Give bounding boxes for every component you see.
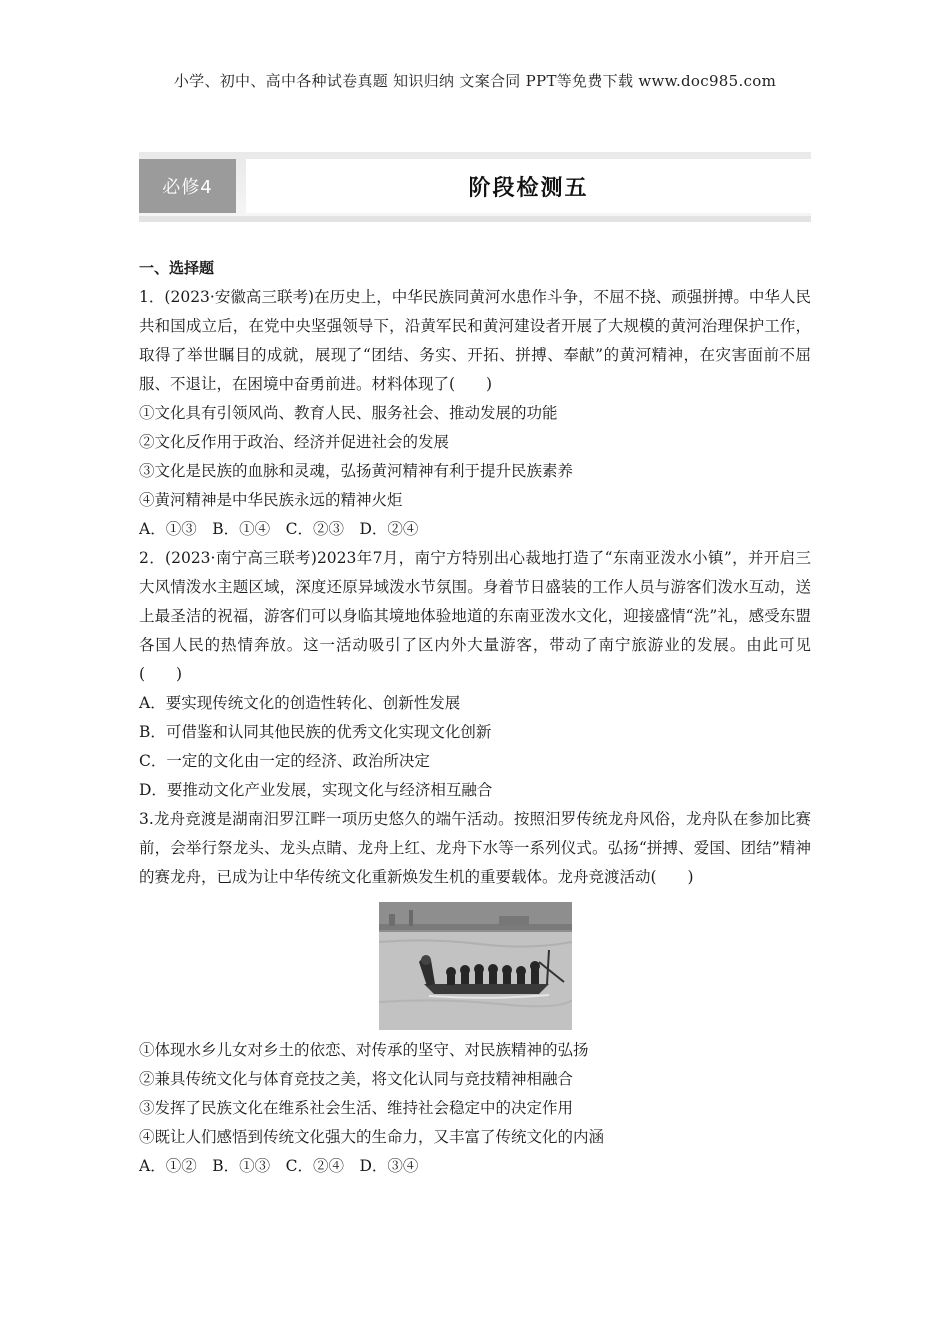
answer-option: C．一定的文化由一定的经济、政治所决定 (139, 752, 430, 770)
question-stem: 2．(2023·南宁高三联考)2023年7月，南宁方特别出心裁地打造了“东南亚泼水小镇”，并开启三大风情泼水主题区域，深度还原异域泼水节氛围。身着节日盛装的工作人员与游客们泼水互动，送上最圣洁的祝福，游客们可以身临其境地体验地道的东南亚泼水文化，迎接盛情“洗”礼，感受东盟各国人民的热情奔放。这一活动吸引了区内外大量游客，带动了南宁旅游业的发展。由此可见( ) (139, 549, 811, 683)
statement-item: ①文化具有引领风尚、教育人民、服务社会、推动发展的功能 (139, 404, 558, 422)
statement-item: ③文化是民族的血脉和灵魂，弘扬黄河精神有利于提升民族素养 (139, 462, 574, 480)
answer-option: B．可借鉴和认同其他民族的优秀文化实现文化创新 (139, 723, 492, 741)
banner-shadow (139, 216, 811, 222)
module-badge: 必修4 (139, 159, 236, 213)
dragon-boat-photo (379, 902, 572, 1030)
answer-choices: A．①② B．①③ C．②④ D．③④ (139, 1157, 419, 1175)
figure (139, 902, 811, 1030)
answer-option: A．要实现传统文化的创造性转化、创新性发展 (139, 694, 461, 712)
question-stem: 1．(2023·安徽高三联考)在历史上，中华民族同黄河水患作斗争，不屈不挠、顽强拼搏。中华人民共和国成立后，在党中央坚强领导下，沿黄军民和黄河建设者开展了大规模的黄河治理保护工作，取得了举世瞩目的成就，展现了“团结、务实、开拓、拼搏、奉献”的黄河精神，在灾害面前不屈服、不退让，在困境中奋勇前进。材料体现了( ) (139, 288, 811, 393)
section-banner (139, 152, 811, 222)
question-3 (139, 805, 811, 1181)
statement-item: ④黄河精神是中华民族永远的精神火炬 (139, 491, 403, 509)
answer-choices: A．①③ B．①④ C．②③ D．②④ (139, 520, 419, 538)
question-2 (139, 544, 811, 805)
question-1 (139, 283, 811, 544)
statement-item: ②兼具传统文化与体育竞技之美，将文化认同与竞技精神相融合 (139, 1070, 574, 1088)
question-stem: 3.龙舟竞渡是湖南汨罗江畔一项历史悠久的端午活动。按照汨罗传统龙舟风俗，龙舟队在参加比赛前，会举行祭龙头、龙头点睛、龙舟上红、龙舟下水等一系列仪式。弘扬“拼搏、爱国、团结”精神的赛龙舟，已成为让中华传统文化重新焕发生机的重要载体。龙舟竞渡活动( ) (139, 810, 811, 886)
statement-item: ②文化反作用于政治、经济并促进社会的发展 (139, 433, 450, 451)
exam-content (139, 254, 811, 1181)
statement-item: ④既让人们感悟到传统文化强大的生命力，又丰富了传统文化的内涵 (139, 1128, 605, 1146)
section-heading: 一、选择题 (139, 259, 215, 277)
statement-item: ①体现水乡儿女对乡土的依恋、对传承的坚守、对民族精神的弘扬 (139, 1041, 589, 1059)
page-title: 阶段检测五 (246, 159, 811, 213)
site-header: 小学、初中、高中各种试卷真题 知识归纳 文案合同 PPT等免费下载 www.doc985.com (173, 72, 777, 90)
statement-item: ③发挥了民族文化在维系社会生活、维持社会稳定中的决定作用 (139, 1099, 574, 1117)
answer-option: D．要推动文化产业发展，实现文化与经济相互融合 (139, 781, 493, 799)
